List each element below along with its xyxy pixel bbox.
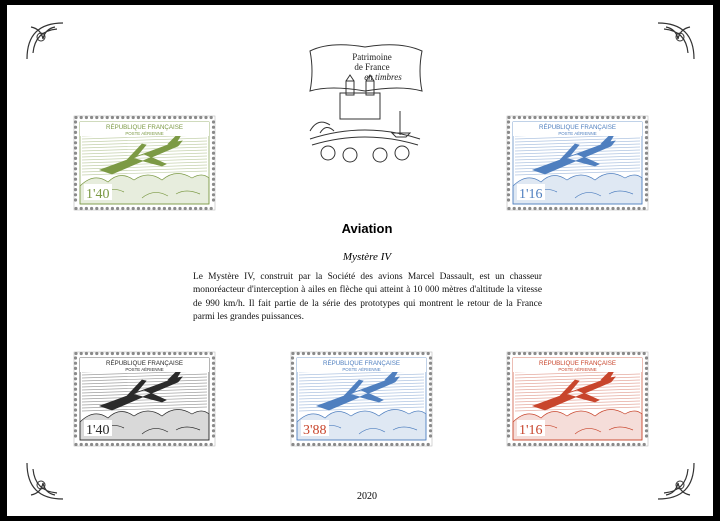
page-title: Aviation xyxy=(341,221,393,236)
stamp xyxy=(72,114,217,212)
corner-ornament-icon xyxy=(23,457,69,503)
stamp-service-text: POSTE AÉRIENNE xyxy=(125,131,164,136)
stamp-value-text: 1'16 xyxy=(519,423,543,438)
stamp-country-text: RÉPUBLIQUE FRANÇAISE xyxy=(105,360,184,367)
stamp-service-text: POSTE AÉRIENNE xyxy=(125,367,164,372)
stamp-country-text: RÉPUBLIQUE FRANÇAISE xyxy=(538,360,617,367)
stamp xyxy=(505,350,650,448)
corner-ornament-icon xyxy=(23,19,69,65)
stamp-service-text: POSTE AÉRIENNE xyxy=(558,367,597,372)
stamp-art xyxy=(505,114,650,212)
corner-ornament-icon xyxy=(652,457,698,503)
corner-ornament-icon xyxy=(652,19,698,65)
emblem-line-1: Patrimoine xyxy=(352,52,392,62)
emblem-title xyxy=(337,52,407,82)
stamp-value-text: 3'88 xyxy=(303,423,327,438)
stamp xyxy=(505,114,650,212)
emblem-line-2: de France xyxy=(354,62,390,72)
issue-year: 2020 xyxy=(357,491,377,502)
stamp-art xyxy=(72,114,217,212)
stamp xyxy=(72,350,217,448)
stamp-service-text: POSTE AÉRIENNE xyxy=(558,131,597,136)
emblem-subtitle: en timbres xyxy=(364,72,402,82)
stamp-country-text: RÉPUBLIQUE FRANÇAISE xyxy=(322,360,401,367)
description-text: Le Mystère IV, construit par la Société des avions Marcel Dassault, est un chasseur monoréacteur d'interception à ailes en flèche qui atteint à 10 000 mètres d'altitude la vitesse de 990 km/h. Il fait partie de la série des prototypes qui montrent le retour de la France parmi les grandes puissances. xyxy=(193,272,542,323)
stamp-country-text: RÉPUBLIQUE FRANÇAISE xyxy=(105,124,184,131)
stamp-value-text: 1'40 xyxy=(86,423,110,438)
souvenir-sheet xyxy=(7,5,713,516)
stamp-art xyxy=(72,350,217,448)
stamp-value-text: 1'16 xyxy=(519,187,543,202)
stamp-art xyxy=(505,350,650,448)
stamp-value-text: 1'40 xyxy=(86,187,110,202)
stamp-service-text: POSTE AÉRIENNE xyxy=(342,367,381,372)
page-subtitle: Mystère IV xyxy=(342,251,392,263)
stamp-country-text: RÉPUBLIQUE FRANÇAISE xyxy=(538,124,617,131)
stamp xyxy=(289,350,434,448)
stamp-art xyxy=(289,350,434,448)
